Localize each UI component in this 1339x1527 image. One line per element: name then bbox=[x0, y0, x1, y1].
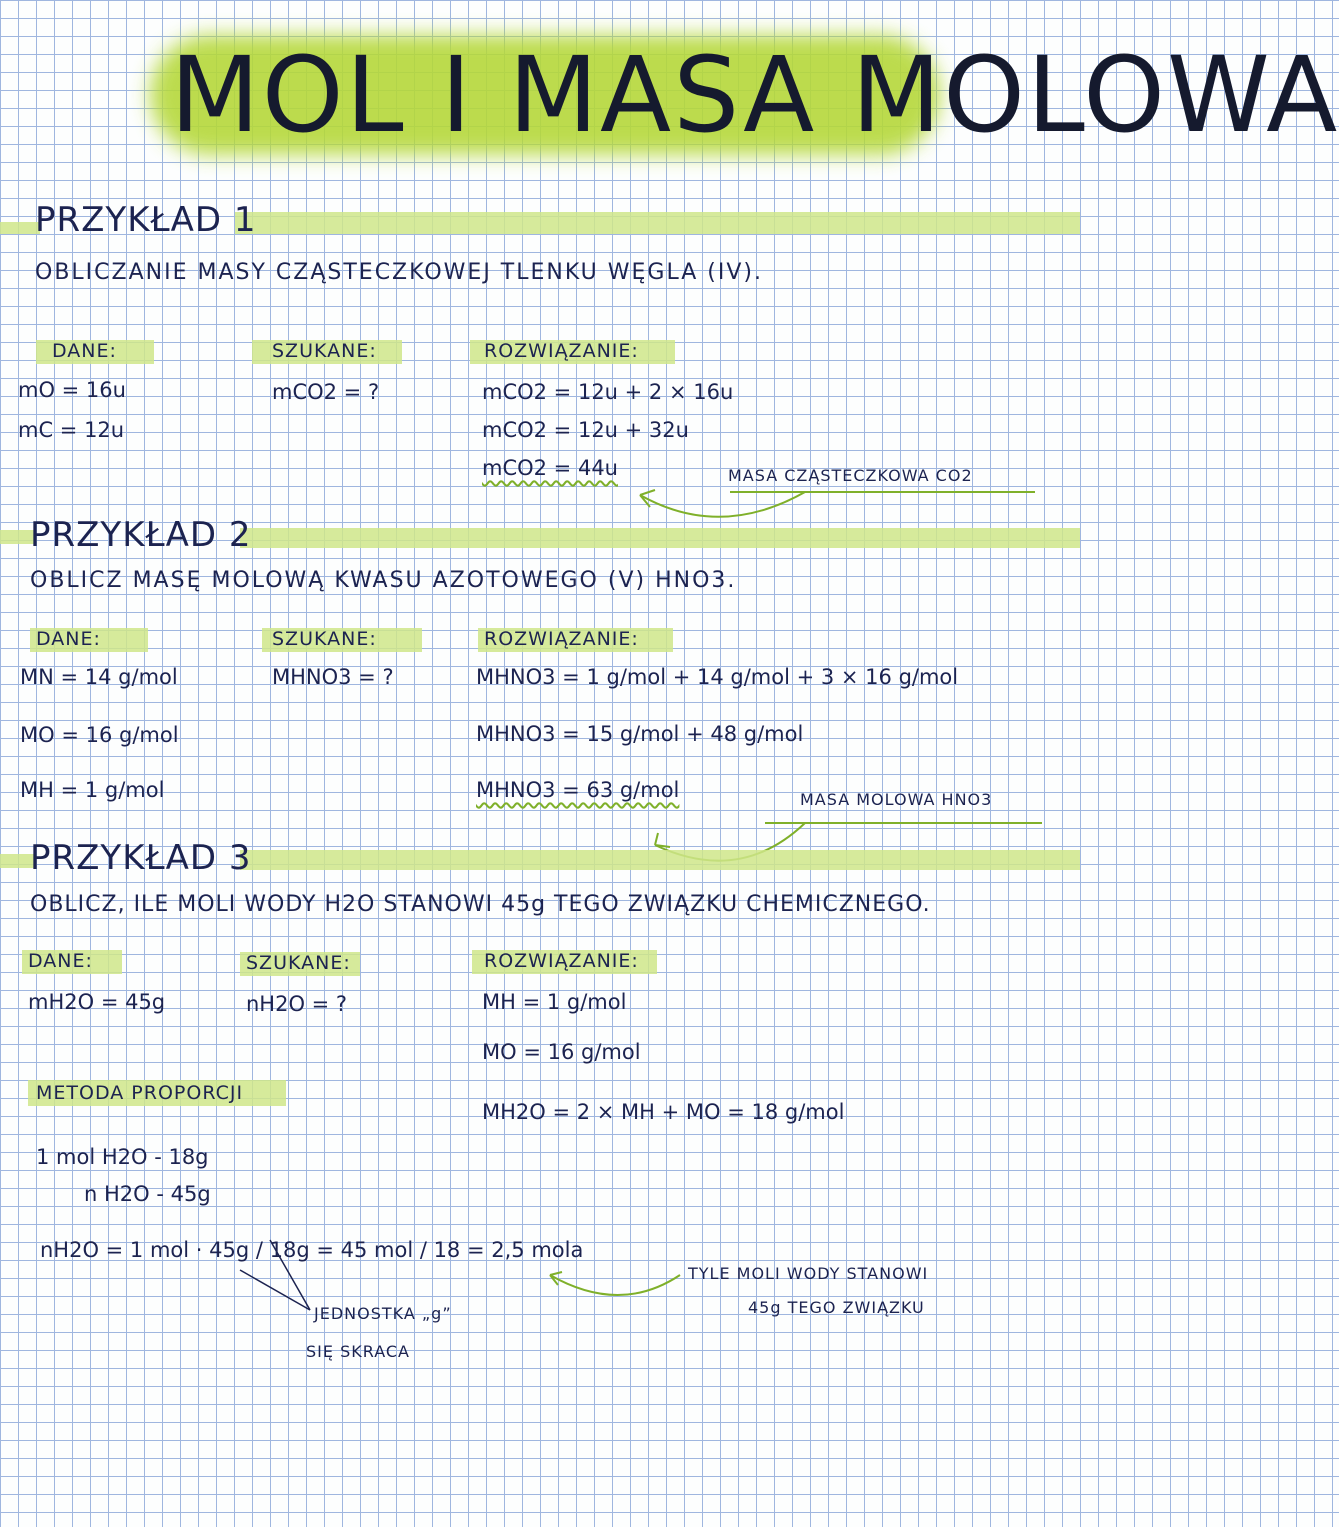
example1-sought-label: SZUKANE: bbox=[272, 340, 377, 362]
example2-solution-0: MHNO3 = 1 g/mol + 14 g/mol + 3 × 16 g/mol bbox=[476, 665, 959, 689]
example2-task: OBLICZ MASĘ MOLOWĄ KWASU AZOTOWEGO (V) HNO3. bbox=[30, 568, 737, 593]
unit-note-0: JEDNOSTKA „g” bbox=[314, 1304, 452, 1323]
example2-solution-2: MHNO3 = 63 g/mol bbox=[476, 778, 680, 802]
heading-highlight bbox=[0, 222, 40, 234]
example1-result-note: MASA CZĄSTECZKOWA CO2 bbox=[728, 466, 973, 485]
example1-solution-0: mCO2 = 12u + 2 × 16u bbox=[482, 380, 734, 404]
example1-solution-label: ROZWIĄZANIE: bbox=[484, 340, 639, 362]
unit-cancel-arrows bbox=[210, 1225, 320, 1320]
example2-sought: MHNO3 = ? bbox=[272, 665, 394, 689]
example3-calculation: nH2O = 1 mol · 45g / 18g = 45 mol / 18 = 2,5 mola bbox=[40, 1238, 584, 1262]
example1-heading: PRZYKŁAD 1 bbox=[35, 200, 257, 240]
example3-solution-2: MH2O = 2 × MH + MO = 18 g/mol bbox=[482, 1100, 845, 1124]
example3-arrow bbox=[450, 1260, 690, 1310]
example2-sought-label: SZUKANE: bbox=[272, 628, 377, 650]
example3-task: OBLICZ, ILE MOLI WODY H2O STANOWI 45g TEGO ZWIĄZKU CHEMICZNEGO. bbox=[30, 892, 931, 917]
example1-solution-1: mCO2 = 12u + 32u bbox=[482, 418, 689, 442]
example2-result-note: MASA MOLOWA HNO3 bbox=[800, 790, 993, 809]
example3-given-label: DANE: bbox=[28, 950, 93, 972]
example2-solution-1: MHNO3 = 15 g/mol + 48 g/mol bbox=[476, 722, 804, 746]
example3-sought: nH2O = ? bbox=[246, 992, 348, 1016]
method-label: METODA PROPORCJI bbox=[36, 1082, 244, 1104]
example2-given-0: MN = 14 g/mol bbox=[20, 665, 178, 689]
example3-heading: PRZYKŁAD 3 bbox=[30, 838, 252, 878]
proportion-line-1: n H2O - 45g bbox=[84, 1182, 211, 1206]
example3-sought-label: SZUKANE: bbox=[246, 952, 351, 974]
example1-solution-2: mCO2 = 44u bbox=[482, 456, 618, 480]
heading-highlight bbox=[235, 212, 1080, 234]
example3-result-note-1: 45g TEGO ZWIĄZKU bbox=[748, 1298, 925, 1317]
example2-solution-label: ROZWIĄZANIE: bbox=[484, 628, 639, 650]
example2-given-1: MO = 16 g/mol bbox=[20, 723, 179, 747]
example1-given-1: mC = 12u bbox=[18, 418, 125, 442]
example3-solution-0: MH = 1 g/mol bbox=[482, 990, 627, 1014]
example3-solution-1: MO = 16 g/mol bbox=[482, 1040, 641, 1064]
example2-given-label: DANE: bbox=[36, 628, 101, 650]
example2-heading: PRZYKŁAD 2 bbox=[30, 515, 252, 555]
unit-note-1: SIĘ SKRACA bbox=[306, 1342, 410, 1361]
proportion-line-0: 1 mol H2O - 18g bbox=[36, 1145, 209, 1169]
example1-given-label: DANE: bbox=[52, 340, 117, 362]
example2-given-2: MH = 1 g/mol bbox=[20, 778, 165, 802]
example1-given-0: mO = 16u bbox=[18, 378, 126, 402]
heading-highlight bbox=[240, 850, 1080, 870]
example1-sought: mCO2 = ? bbox=[272, 380, 380, 404]
example3-given: mH2O = 45g bbox=[28, 990, 166, 1014]
example1-task: OBLICZANIE MASY CZĄSTECZKOWEJ TLENKU WĘGLA (IV). bbox=[35, 260, 763, 285]
example3-result-note-0: TYLE MOLI WODY STANOWI bbox=[688, 1264, 929, 1283]
page-title: MOL I MASA MOLOWA bbox=[170, 34, 1339, 156]
example3-solution-label: ROZWIĄZANIE: bbox=[484, 950, 639, 972]
heading-highlight bbox=[240, 528, 1080, 548]
